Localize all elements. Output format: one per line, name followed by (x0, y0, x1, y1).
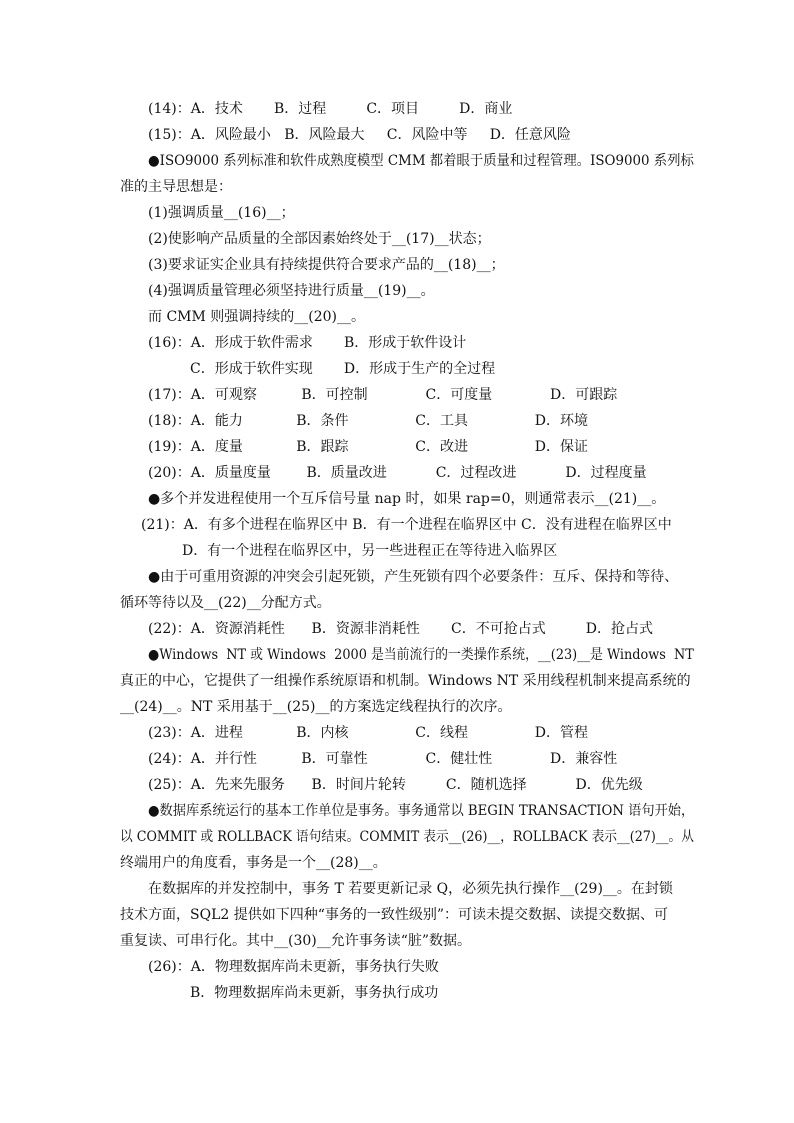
q18-options: (18)：A．能力 B．条件 C．工具 D．环境 (148, 413, 588, 429)
q22-options: (22)：A．资源消耗性 B．资源非消耗性 C．不可抢占式 D．抢占式 (148, 621, 653, 637)
q21-options: D．有一个进程在临界区中，另一些进程正在等待进入临界区 (182, 543, 558, 559)
q20-options: (20)：A．质量度量 B．质量改进 C．过程改进 D．过程度量 (148, 465, 647, 481)
q15-options: (15)：A．风险最小 B．风险最大 C．风险中等 D．任意风险 (148, 127, 571, 143)
list-item: (2)使影响产品质量的全部因素始终处于__(17)__状态； (148, 231, 491, 247)
q23-options: (23)：A．进程 B．内核 C．线程 D．管程 (148, 725, 588, 741)
paragraph-line: 终端用户的角度看，事务是一个__(28)__。 (120, 855, 387, 871)
q14-options: (14)：A．技术 B．过程 C．项目 D．商业 (148, 101, 513, 117)
paragraph-line: ●数据库系统运行的基本工作单位是事务。事务通常以 BEGIN TRANSACTION 语句开始， (148, 803, 695, 819)
paragraph-line: 在数据库的并发控制中，事务 T 若要更新记录 Q，必须先执行操作__(29)__。在封锁 (148, 881, 673, 897)
paragraph-line: __(24)__。NT 采用基于__(25)__的方案选定线程执行的次序。 (120, 699, 512, 715)
q16-options: (16)：A．形成于软件需求 B．形成于软件设计 (148, 335, 467, 351)
q26-options: B．物理数据库尚未更新，事务执行成功 (190, 985, 439, 1001)
paragraph-line: ●ISO9000 系列标准和软件成熟度模型 CMM 都着眼于质量和过程管理。ISO9000 系列标 (148, 153, 694, 169)
q25-options: (25)：A．先来先服务 B．时间片轮转 C．随机选择 D．优先级 (148, 777, 643, 793)
q17-options: (17)：A．可观察 B．可控制 C．可度量 D．可跟踪 (148, 387, 618, 403)
list-item: (1)强调质量__(16)__； (148, 205, 295, 221)
paragraph-line: ●多个并发进程使用一个互斥信号量 nap 时，如果 rap=0，则通常表示__(21)__。 (148, 491, 666, 507)
list-item: (3)要求证实企业具有持续提供符合要求产品的__(18)__； (148, 257, 505, 273)
paragraph-line: 而 CMM 则强调持续的__(20)__。 (148, 309, 366, 325)
paragraph-line: 以 COMMIT 或 ROLLBACK 语句结束。COMMIT 表示__(26)__，ROLLBACK 表示__(27)__。从 (120, 829, 694, 845)
paragraph-line: ●Windows NT 或 Windows 2000 是当前流行的一类操作系统，__(23)__是 Windows NT (148, 647, 694, 663)
paragraph-line: 循环等待以及__(22)__分配方式。 (120, 595, 331, 611)
q26-options: (26)：A．物理数据库尚未更新，事务执行失败 (148, 959, 439, 975)
paragraph-line: ●由于可重用资源的冲突会引起死锁，产生死锁有四个必要条件：互斥、保持和等待、 (148, 569, 679, 585)
q21-options: (21)：A．有多个进程在临界区中 B．有一个进程在临界区中 C．没有进程在临界区中 (141, 517, 672, 533)
paragraph-line: 技术方面，SQL2 提供如下四种“事务的一致性级别”：可读未提交数据、读提交数据、可 (120, 907, 669, 923)
paragraph-line: 重复读、可串行化。其中__(30)__允许事务读“脏”数据。 (120, 933, 472, 949)
paragraph-line: 准的主导思想是： (120, 179, 232, 195)
q16-options: C．形成于软件实现 D．形成于生产的全过程 (190, 361, 496, 377)
q24-options: (24)：A．并行性 B．可靠性 C．健壮性 D．兼容性 (148, 751, 618, 767)
q19-options: (19)：A．度量 B．跟踪 C．改进 D．保证 (148, 439, 588, 455)
list-item: (4)强调质量管理必须坚持进行质量__(19)__。 (148, 283, 435, 299)
paragraph-line: 真正的中心，它提供了一组操作系统原语和机制。Windows NT 采用线程机制来提高系统的 (120, 673, 691, 689)
